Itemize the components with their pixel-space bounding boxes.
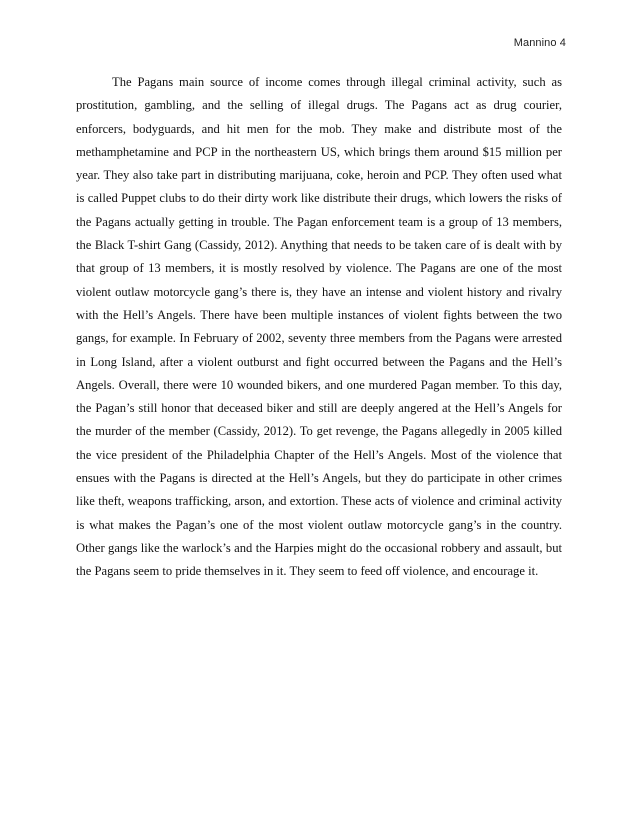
- running-head: Mannino 4: [513, 37, 566, 49]
- body-paragraph: The Pagans main source of income comes through illegal criminal activity, such as prostitution, gambling, and the selling of illegal drugs. The Pagans act as drug courier, enforcers, bodyguards, and hit men for the mob. They make and distribute most of the methamphetamine and PCP in the northeastern US, which brings them around $15 million per year. They also take part in distributing marijuana, coke, heroin and PCP. They often used what is called Puppet clubs to do their dirty work like distribute their drugs, which lowers the risks of the Pagans actually getting in trouble. The Pagan enforcement team is a group of 13 members, the Black T-shirt Gang (Cassidy, 2012). Anything that needs to be taken care of is dealt with by that group of 13 members, it is mostly resolved by violence. The Pagans are one of the most violent outlaw motorcycle gang’s there is, they have an intense and violent history and rivalry with the Hell’s Angels. There have been multiple instances of violent fights between the two gangs, for example. In February of 2002, seventy three members from the Pagans were arrested in Long Island, after a violent outburst and fight occurred between the Pagans and the Hell’s Angels. Overall, there were 10 wounded bikers, and one murdered Pagan member. To this day, the Pagan’s still honor that deceased biker and still are deeply angered at the Hell’s Angels for the murder of the member (Cassidy, 2012). To get revenge, the Pagans allegedly in 2005 killed the vice president of the Philadelphia Chapter of the Hell’s Angels. Most of the violence that ensues with the Pagans is directed at the Hell’s Angels, but they do participate in other crimes like theft, weapons trafficking, arson, and extortion. These acts of violence and criminal activity is what makes the Pagan’s one of the most violent outlaw motorcycle gang’s in the country. Other gangs like the warlock’s and the Harpies might do the occasional robbery and assault, but the Pagans seem to pride themselves in it. They seem to feed off violence, and encourage it.: [76, 75, 562, 579]
